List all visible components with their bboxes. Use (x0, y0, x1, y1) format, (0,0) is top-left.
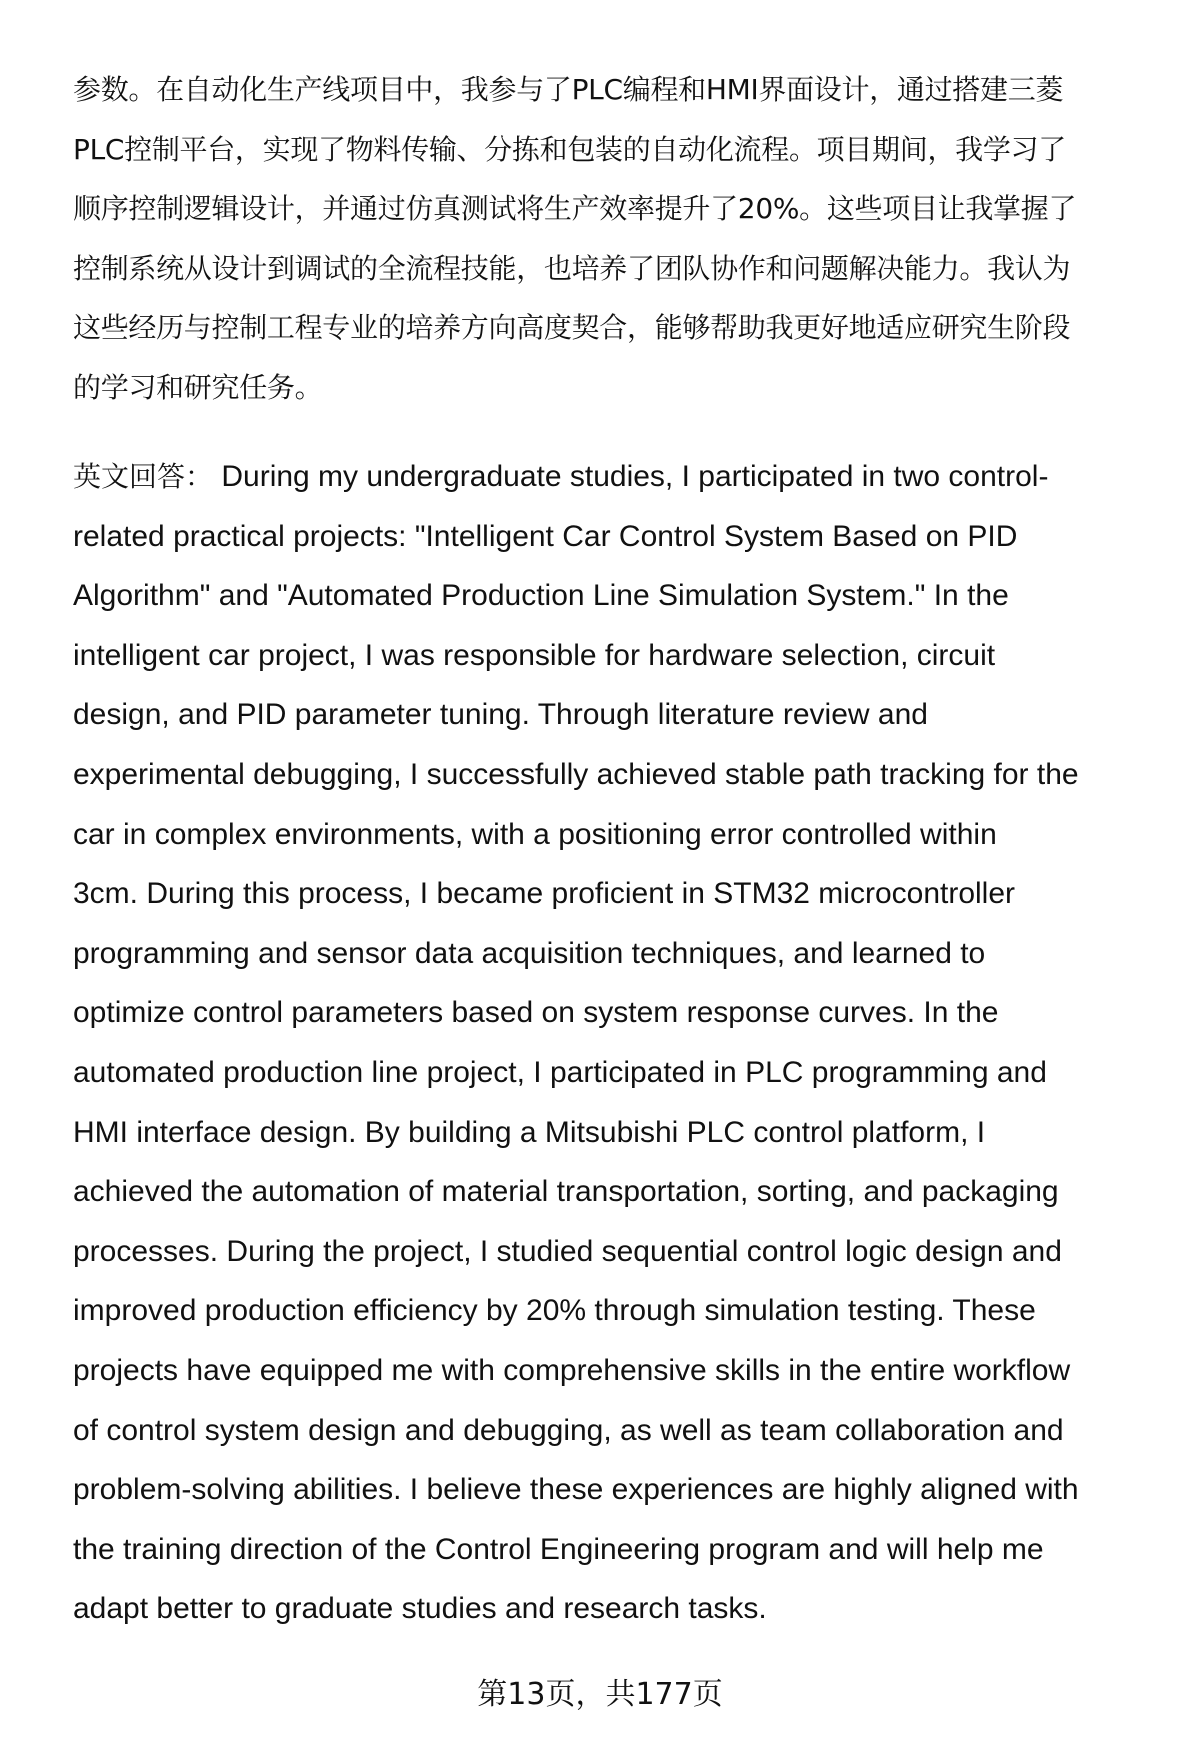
chinese-text-line: 顺序控制逻辑设计，并通过仿真测试将生产效率提升了20%。这些项目让我掌握了 (73, 192, 1077, 226)
english-text-line: intelligent car project, I was responsible for hardware selection, circuit (73, 638, 996, 672)
page-number: 第13页，共177页 (477, 1677, 723, 1712)
chinese-text-line: PLC控制平台，实现了物料传输、分拣和包装的自动化流程。项目期间，我学习了 (73, 132, 1066, 166)
english-text-line: adapt better to graduate studies and research tasks. (73, 1592, 767, 1626)
chinese-text-line: 的学习和研究任务。 (73, 371, 323, 404)
chinese-text-line: 参数。在自动化生产线项目中，我参与了PLC编程和HMI界面设计，通过搭建三菱 (73, 73, 1064, 106)
english-text-line: the training direction of the Control Engineering program and will help me (73, 1532, 1044, 1566)
english-text-line: projects have equipped me with comprehensive skills in the entire workflow (73, 1354, 1071, 1387)
english-text-line: programming and sensor data acquisition techniques, and learned to (73, 936, 986, 970)
english-text-line: HMI interface design. By building a Mitsubishi PLC control platform, I (73, 1115, 986, 1149)
english-text-line: improved production efficiency by 20% through simulation testing. These (73, 1294, 1036, 1328)
english-text-span: During my undergraduate studies, I participated in two control- (213, 460, 1049, 493)
english-answer-label: 英文回答： (73, 460, 214, 493)
english-text-line: related practical projects: "Intelligent Car Control System Based on PID (73, 519, 1018, 553)
english-text-line (73, 457, 1048, 497)
english-text-line: automated production line project, I participated in PLC programming and (73, 1056, 1047, 1089)
chinese-text-line: 这些经历与控制工程专业的培养方向高度契合，能够帮助我更好地适应研究生阶段 (73, 311, 1071, 345)
english-text-line: of control system design and debugging, as well as team collaboration and (73, 1413, 1064, 1447)
english-text-line: experimental debugging, I successfully achieved stable path tracking for the (73, 758, 1079, 791)
english-text-line: optimize control parameters based on system response curves. In the (73, 996, 999, 1030)
english-text-line: problem-solving abilities. I believe these experiences are highly aligned with (73, 1473, 1079, 1507)
chinese-text-line: 控制系统从设计到调试的全流程技能，也培养了团队协作和问题解决能力。我认为 (73, 251, 1071, 285)
english-text-line: processes. During the project, I studied sequential control logic design and (73, 1234, 1062, 1268)
english-text-line: 3cm. During this process, I became proficient in STM32 microcontroller (73, 877, 1016, 911)
english-text-line: Algorithm" and "Automated Production Line Simulation System." In the (73, 579, 1009, 613)
english-text-line: design, and PID parameter tuning. Through literature review and (73, 698, 928, 732)
english-text-line: achieved the automation of material transportation, sorting, and packaging (73, 1175, 1059, 1209)
english-text-line: car in complex environments, with a positioning error controlled within (73, 817, 997, 851)
